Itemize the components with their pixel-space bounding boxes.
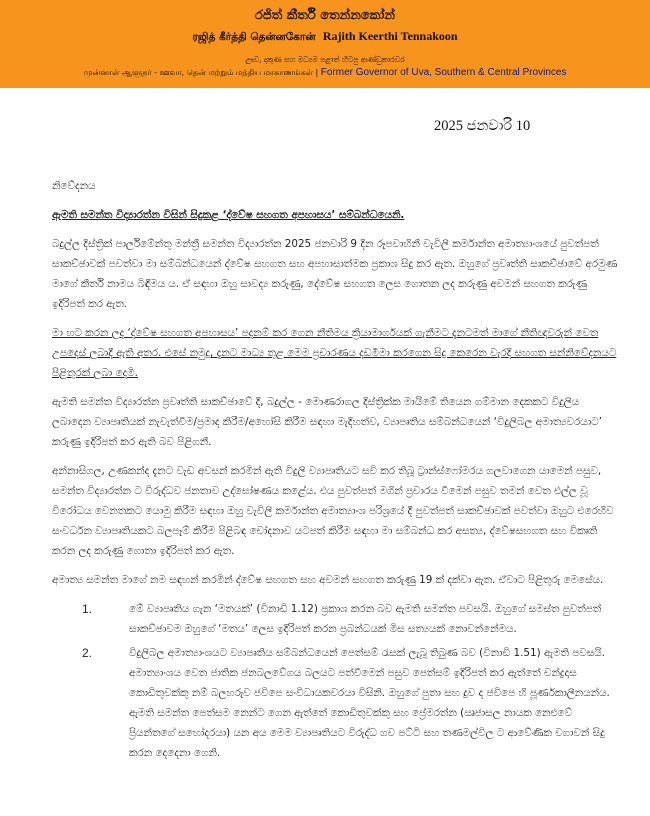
list-item bbox=[82, 643, 620, 763]
letterhead-former-separator: | bbox=[315, 68, 319, 77]
letter-date: 2025 ජනවාරි 10 bbox=[434, 118, 531, 134]
letterhead-name-sinhala: රජිත් කීර්ති තෙන්නකෝන් bbox=[255, 8, 395, 23]
paragraph-3: ඇමති සමන්ත විද්‍යාරත්න ප්‍රවෘත්ති සාකච්ඡාවේ දී, බදුල්ල - මොණරාගල දිස්ත්‍රික්ක මායිමේ තියෙන ගම්මාන දෙකකට විදුලිය ලබාදෙන ව්‍යාපෘතියක් නැවැත්වීම/ප්‍රමාද කිරීම/අහෝසි කිරීම සඳහා මැදිහත්ව, ව්‍යාපෘතිය සම්බන්ධයෙන් ‘විදුලිබල අමාත්‍යවරයාට’ කරුණු ඉදිරිපත් කර ඇති බව පිළිගනී. bbox=[52, 396, 602, 448]
letterhead-name-english: Rajith Keerthi Tennakoon bbox=[322, 29, 458, 43]
list-item-text: විදුලිබල අමාත්‍යාංශයට ව්‍යාපෘතිය සම්බන්ධයෙන් පෙත්සම් රැසක් ලැබූ තිබුණ බව (විනාඩි 1.51) ඇමති පවසයි. අමාත්‍යාංශය වෙත ජාතික ජනබලවේගය බලයට පත්වීමෙන් පසුව පෙත්සම් ඉදිරිපත් කර ඇත්තේ චන්ද්‍රදාස කොඩිතුවක්කු නම් බලහරුව ජවිපෙ සංවිධායකවරයා විසිනි. ඔහුගේ පුතා සහ දුව ද ජවිපෙ හි පූර්ණකාලීනයන්ය. ඇමති සමන්ත පෙත්සම නෙන්ට ගෙන ඇත්තේ කොඩිතුවක්කු සහ ප්‍රේමරත්න (ඍජාසල නායක නෙළුවේ ප්‍රියන්තගේ සහෝදරයා) යන අය මෙම ව්‍යාපෘතියට විරුද්ධ ගව පට්ටි සහ තණමල්විල ට ආවේණික වගාවන් සිදු කරන දෙදෙනා ගෙනි. bbox=[129, 647, 610, 759]
list-item-text: මේ ව්‍යාපෘතිය ගැන ‘මතයක්’ (විනාඩි 1.12) ප්‍රකාශ කරන බව ඇමති සමන්ත පවසයි. ඔහුගේ සමස්ත පුවත්පත් සාකච්ඡාවම ඔහුගේ ‘මතය’ ලෙස ඉදිරිපත් කරන ප්‍රබන්ධයක් මිස සත්‍යයක් නොවන්නේමය. bbox=[129, 603, 602, 635]
response-list bbox=[52, 599, 620, 763]
letter-heading: නිවේදනය bbox=[52, 180, 96, 192]
paragraph-1: බදුල්ල දිස්ත්‍රික් පාර්ලිමේන්තු මන්ත්‍රී සමන්ත විද්‍යාරත්න 2025 ජනවාරි 9 දින රූපවාහිනී වැවිලි කර්මාන්ත අමාත්‍යාංශයේ පුවත්පත් සාකච්ඡාවක් පවත්වා මා සම්බන්ධයෙන් ද්වේෂ සහගත සහ අපහාසාත්මක ප්‍රකාශ සිදු කර ඇත. ඔහුගේ ප්‍රවෘත්ති සාකච්ඡාවේ අරමුණ මාගේ කීර්ති නාමය බිඳීමය ය. ඒ සඳහා ඔහු සාවද්‍ය කරුණු, දේවේෂ සහගත ලෙස ගොතන ලද කරුණු අවමන් සහගත කරුණු ඉදිරිපත් කර ඇත. bbox=[52, 238, 618, 310]
letter-subject: ඇමති සමන්ත විද්‍යාරත්න විසින් සිදුකළ ‘ද්වේෂ සහගත අපහාසය’ සම්බන්ධයෙනි. bbox=[52, 209, 405, 221]
letterhead-former-tamil: முன்னாள் ஆளுநர் - ஊவா, தென் மற்றும் மத்திய மாகாணங்கள் bbox=[83, 68, 313, 77]
paragraph-2: මා හට කරන ලද ‘ද්වේෂ සහගත අපහාසය’ පදනම් කර ගෙන නීතිමය ක්‍රියාමාර්ගයක් ගැනීමට දැනටමත් මාගේ නීතිඥවරුන් වෙත උපදෙස් ලබාදී ඇති අතර. එසේ නමුදු, දැනට මාධ්‍ය තුළ මෙම ප්‍රචාරණය දඩමීමා කරගෙන සිදු කෙරෙන වැරදි සහගත සන්නිවේදනයට පිළිතුරක් ලබා දෙමි. bbox=[52, 327, 617, 379]
list-item-number: 1. bbox=[82, 602, 93, 616]
letterhead bbox=[0, 0, 650, 88]
letter-body bbox=[52, 176, 620, 767]
paragraph-5: අමාත්‍ය සමන්ත මාගේ නම සඳහන් කරමින් ද්වේෂ සහගත සහ අවමන් සහගත කරුණු 19 ක් දක්වා ඇත. ඒවාට පිළිතුරු මෙසේය. bbox=[52, 574, 604, 586]
letterhead-former-line bbox=[0, 67, 650, 78]
list-item-number: 2. bbox=[82, 646, 93, 660]
list-item bbox=[82, 599, 620, 639]
letterhead-name-tamil: ரஜித் கீர்த்தி தென்னகோன் bbox=[192, 31, 316, 43]
paragraph-4: අන්නාසිගල, උණකන්ද දැනට වැඩ අවසන් කරමින් ඇති විදුලි ව්‍යාපෘතියට සවි කර තිබූ ට්‍රාන්ස්ෆෝමරය ගලවාගෙන යාමෙන් පසුව, සමන්ත විද්‍යාරත්න ට විරුද්ධව ජනතාව උද්ඝෝෂණය කළේය. එය පුවත්පත් මගින් ප්‍රචාරය වීමෙන් පසුව තමන් වෙත එල්ල වූ විරෝධය වෙනතකට යොමු කිරීම සඳහා ඔහු වැවිලි කර්මාන්ත අමාත්‍යාංශ පරිශ්‍රයේ දී පුවත්පත් සාකච්ඡාවක් පවත්වා ඔහුට එරෙහිව සංවර්ධන ව්‍යාපෘතියකට බලපෑම් කිරීම පිළිබඳ චෝදනාව යටපත් කිරීම සඳහා මා සම්බන්ධ කර අසත්‍ය, ද්වේෂසහගත සහ විකෘති කරන ලද කරුණු ගොතා ඉදිරිපත් කර ඇත. bbox=[52, 465, 614, 557]
letterhead-former-english: Former Governor of Uva, Southern & Central Provinces bbox=[320, 67, 567, 78]
letterhead-former-sinhala: ඌව, දකුණ සහ මධ්‍යම පළාත් හිටපු ආණ්ඩුකාරවර bbox=[245, 55, 405, 64]
letterhead-name-line bbox=[0, 29, 650, 44]
